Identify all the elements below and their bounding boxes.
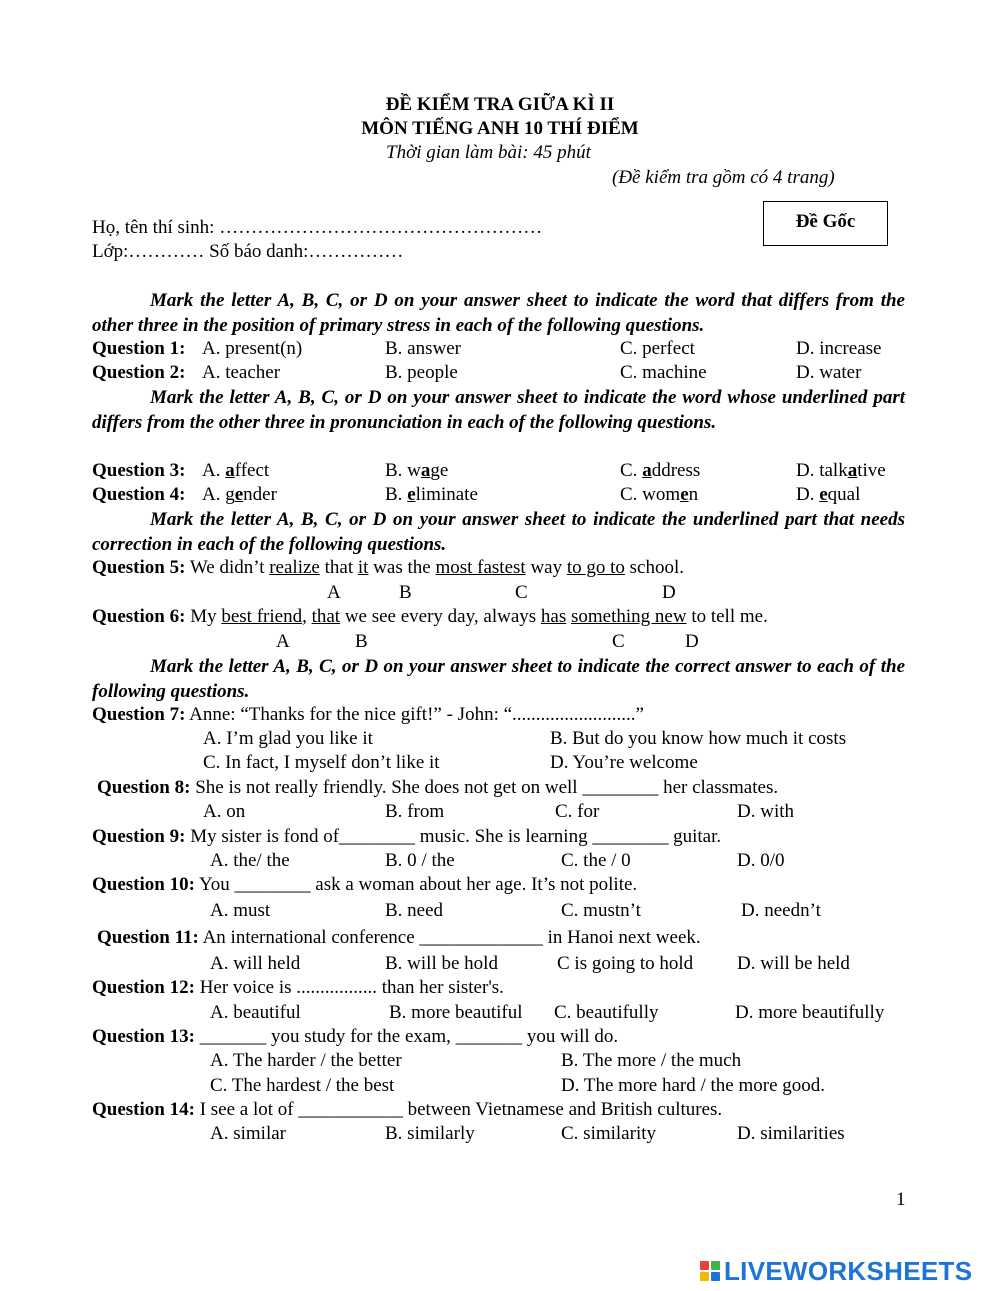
option-a[interactable]: A. teacher [202,362,281,383]
option-a[interactable]: A. gender [202,484,277,505]
option-d[interactable]: D. increase [796,338,882,359]
q13-option-b[interactable]: B. The more / the much [561,1050,742,1071]
option-a[interactable]: best friend [221,606,303,627]
option-d[interactable]: something new [570,606,687,627]
q7-option-d[interactable]: D. You’re welcome [550,752,698,773]
q5-letter-d: D [662,582,676,603]
question-14 [92,1098,722,1123]
q9-option-d[interactable]: D. 0/0 [737,850,785,871]
q5-letter-a: A [327,582,341,603]
option-a[interactable]: A. present(n) [202,338,303,359]
question-label: Question 9: [92,826,186,847]
logo-text: LIVEWORKSHEETS [724,1255,973,1286]
question-label: Question 8: [97,777,191,798]
option-b[interactable]: that [311,606,341,627]
original-version-box: Đề Gốc [763,201,888,246]
q9-option-c[interactable]: C. the / 0 [561,850,631,871]
question-label: Question 6: [92,606,186,627]
q7-option-a[interactable]: A. I’m glad you like it [203,728,373,749]
option-b[interactable]: B. answer [385,338,461,359]
option-d[interactable]: to go to [566,557,625,578]
question-label: Question 3: [92,460,186,481]
time-limit: Thời gian làm bài: 45 phút [386,142,591,163]
q13-option-c[interactable]: C. The hardest / the best [210,1075,395,1096]
q5-letter-b: B [399,582,412,603]
option-c[interactable]: has [540,606,567,627]
option-b[interactable]: B. people [385,362,458,383]
page-count-note: (Đề kiểm tra gồm có 4 trang) [612,167,835,188]
q9-option-a[interactable]: A. the/ the [210,850,290,871]
question-text: She is not really friendly. She does not get on well ________ her classmates. [190,777,779,798]
question-13 [92,1025,618,1050]
q11-option-b[interactable]: B. will be hold [385,953,498,974]
q10-option-d[interactable]: D. needn’t [741,900,821,921]
question-text: An international conference _____________ in Hanoi next week. [198,927,701,948]
q10-option-b[interactable]: B. need [385,900,444,921]
q14-option-b[interactable]: B. similarly [385,1123,475,1144]
instruction-pronunciation [92,386,905,435]
q6-letter-c: C [612,631,625,652]
q8-option-a[interactable]: A. on [203,801,246,822]
question-label: Question 12: [92,977,195,998]
q8-option-c[interactable]: C. for [555,801,600,822]
question-11 [97,926,701,951]
q14-option-d[interactable]: D. similarities [737,1123,845,1144]
class-id-line: Lớp:………… Số báo danh:…………… [92,241,404,262]
q7-option-c[interactable]: C. In fact, I myself don’t like it [203,752,440,773]
question-text: You ________ ask a woman about her age. It’s not polite. [194,874,638,895]
q8-option-d[interactable]: D. with [737,801,794,822]
q12-option-a[interactable]: A. beautiful [210,1002,301,1023]
question-1 [92,337,905,361]
candidate-name-line: Họ, tên thí sinh: …………………………………………… [92,217,543,238]
exam-title: ĐỀ KIỂM TRA GIỮA KÌ II [385,94,615,115]
question-2 [92,361,905,385]
q14-option-c[interactable]: C. similarity [561,1123,656,1144]
instruction-text: Mark the letter A, B, C, or D on your answer sheet to indicate the correct answer to each of the following questions. [92,656,905,702]
question-5: Question 5: We didn’t realize that it was the most fastest way to go to school. [92,557,685,578]
q11-option-d[interactable]: D. will be held [737,953,850,974]
question-3 [92,459,905,483]
q8-option-b[interactable]: B. from [385,801,445,822]
option-d[interactable]: D. talkative [796,460,886,481]
question-text: Her voice is ................. than her sister's. [194,977,504,998]
liveworksheets-logo[interactable] [700,1255,973,1286]
question-label: Question 10: [92,874,195,895]
instruction-stress [92,289,905,338]
question-label: Question 5: [92,557,186,578]
q6-letter-d: D [685,631,699,652]
instruction-answer [92,655,905,704]
q12-option-d[interactable]: D. more beautifully [735,1002,885,1023]
option-c[interactable]: C. machine [620,362,707,383]
q10-option-a[interactable]: A. must [210,900,271,921]
question-6: Question 6: My best friend, that we see every day, always has something new to tell me. [92,606,768,627]
instruction-text: Mark the letter A, B, C, or D on your answer sheet to indicate the word that differs from the other three in the position of primary stress in each of the following questions. [92,290,905,336]
option-a[interactable]: A. affect [202,460,270,481]
q12-option-b[interactable]: B. more beautiful [389,1002,523,1023]
question-text: _______ you study for the exam, _______ you will do. [194,1026,619,1047]
q10-option-c[interactable]: C. mustn’t [561,900,641,921]
option-c[interactable]: C. perfect [620,338,695,359]
option-a[interactable]: realize [269,557,320,578]
question-label: Question 4: [92,484,186,505]
q14-option-a[interactable]: A. similar [210,1123,286,1144]
question-9 [92,825,721,850]
question-label: Question 7: [92,704,186,725]
question-text: I see a lot of ___________ between Vietnamese and British cultures. [194,1099,723,1120]
question-7 [92,703,644,728]
q11-option-c[interactable]: C is going to hold [557,953,694,974]
q5-letter-c: C [515,582,528,603]
instruction-correction [92,508,905,557]
question-label: Question 2: [92,362,186,383]
question-label: Question 13: [92,1026,195,1047]
instruction-text: Mark the letter A, B, C, or D on your answer sheet to indicate the underlined part that needs correction in each of the following questions. [92,509,905,555]
q9-option-b[interactable]: B. 0 / the [385,850,455,871]
option-d[interactable]: D. equal [796,484,861,505]
q6-letter-a: A [276,631,290,652]
question-label: Question 14: [92,1099,195,1120]
option-c[interactable]: C. women [620,484,699,505]
q13-option-d[interactable]: D. The more hard / the more good. [561,1075,825,1096]
option-d[interactable]: D. water [796,362,862,383]
question-10 [92,873,637,898]
option-b[interactable]: it [357,557,369,578]
subject-title: MÔN TIẾNG ANH 10 THÍ ĐIỂM [361,118,639,139]
question-4 [92,483,905,507]
instruction-text: Mark the letter A, B, C, or D on your answer sheet to indicate the word whose underlined part differs from the other three in pronunciation in each of the following questions. [92,387,905,433]
question-text: My sister is fond of________ music. She is learning ________ guitar. [185,826,722,847]
question-12 [92,976,504,1001]
question-label: Question 1: [92,338,186,359]
page-number: 1 [896,1189,906,1210]
q6-letter-b: B [355,631,368,652]
option-b[interactable]: B. eliminate [385,484,478,505]
question-text: Anne: “Thanks for the nice gift!” - John: “..........................” [185,704,644,725]
question-8 [97,776,778,801]
option-b[interactable]: B. wage [385,460,449,481]
q11-option-a[interactable]: A. will held [210,953,301,974]
q13-option-a[interactable]: A. The harder / the better [210,1050,402,1071]
logo-blocks-icon [700,1261,720,1281]
option-c[interactable]: most fastest [435,557,526,578]
q7-option-b[interactable]: B. But do you know how much it costs [550,728,847,749]
option-c[interactable]: C. address [620,460,701,481]
question-label: Question 11: [97,927,199,948]
q12-option-c[interactable]: C. beautifully [554,1002,659,1023]
